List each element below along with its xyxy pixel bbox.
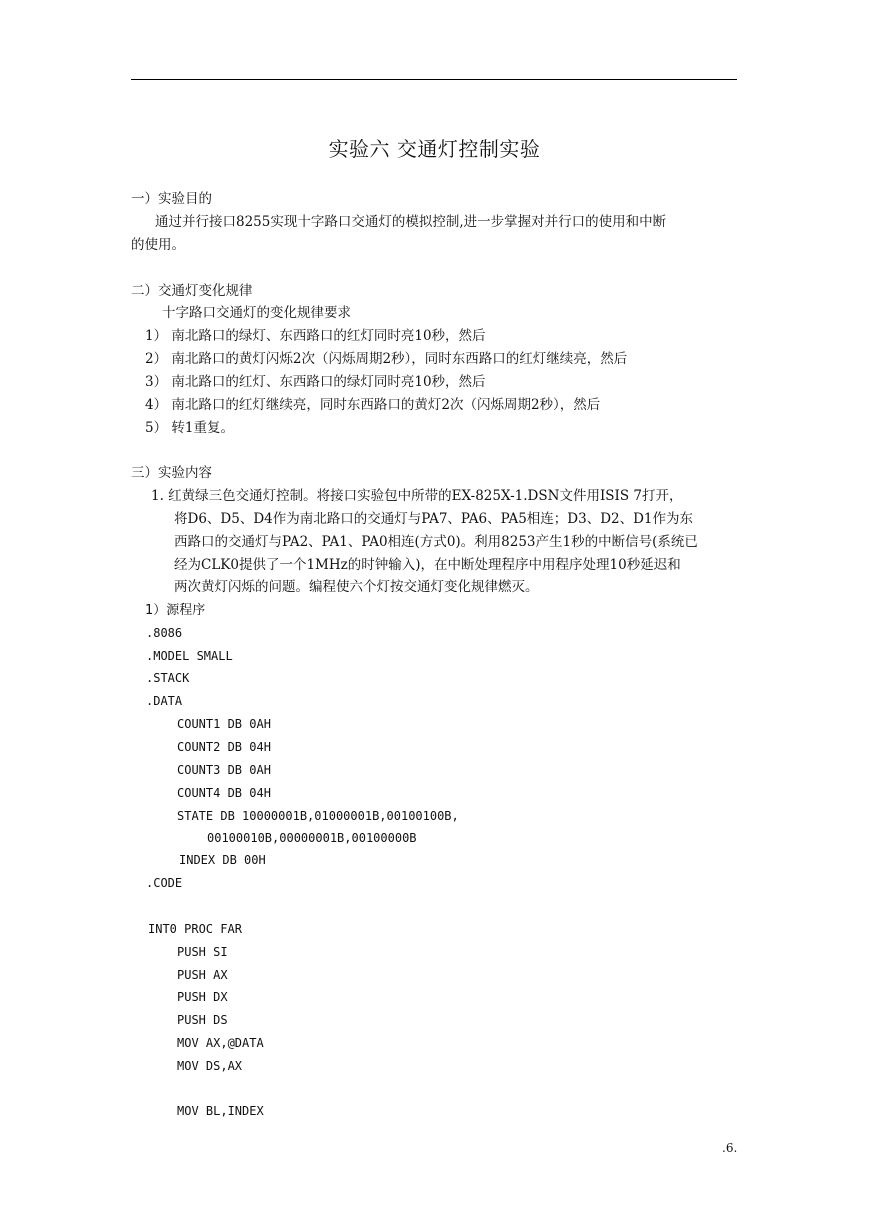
page-number: .6. xyxy=(722,1141,738,1155)
rule-item: 5） 转1重复。 xyxy=(145,420,234,436)
code-line: PUSH DX xyxy=(177,990,228,1004)
content-item-line: 1. 红黄绿三色交通灯控制。将接口实验包中所带的EX-825X-1.DSN文件用ISIS 7打开， xyxy=(151,488,683,504)
code-line: INDEX DB 00H xyxy=(179,853,266,867)
content-item-line: 西路口的交通灯与PA2、PA1、PA0相连(方式0)。利用8253产生1秒的中断信号(系统已 xyxy=(174,534,698,550)
code-line: COUNT1 DB 0AH xyxy=(177,717,271,731)
code-line: 00100010B,00000001B,00100000B xyxy=(207,831,417,845)
code-line: COUNT3 DB 0AH xyxy=(177,763,271,777)
code-line: PUSH AX xyxy=(177,968,228,982)
page-title: 实验六 交通灯控制实验 xyxy=(328,137,541,161)
rules-intro: 十字路口交通灯的变化规律要求 xyxy=(162,305,351,321)
purpose-paragraph-line1: 通过并行接口8255实现十字路口交通灯的模拟控制,进一步掌握对并行口的使用和中断 xyxy=(155,214,667,230)
code-line: .STACK xyxy=(146,671,190,685)
content-item-line: 两次黄灯闪烁的问题。编程使六个灯按交通灯变化规律燃灭。 xyxy=(174,579,539,595)
code-line: .MODEL SMALL xyxy=(146,649,233,663)
purpose-paragraph-line2: 的使用。 xyxy=(131,237,185,253)
rule-item: 2） 南北路口的黄灯闪烁2次（闪烁周期2秒），同时东西路口的红灯继续亮，然后 xyxy=(145,351,628,367)
content-item-line: 经为CLK0提供了一个1MHz的时钟输入)，在中断处理程序中用程序处理10秒延迟和 xyxy=(174,557,681,573)
code-line: .DATA xyxy=(146,694,183,708)
rule-item: 3） 南北路口的红灯、东西路口的绿灯同时亮10秒，然后 xyxy=(145,374,486,390)
code-line: MOV BL,INDEX xyxy=(177,1104,264,1118)
code-line: .CODE xyxy=(146,876,183,890)
source-code-label: 1）源程序 xyxy=(145,603,206,618)
code-line: .8086 xyxy=(146,626,183,640)
code-line: PUSH DS xyxy=(177,1013,228,1027)
section-heading-purpose: 一）实验目的 xyxy=(131,191,212,207)
rule-item: 1） 南北路口的绿灯、东西路口的红灯同时亮10秒，然后 xyxy=(145,328,486,344)
code-line: STATE DB 10000001B,01000001B,00100100B, xyxy=(177,809,459,823)
header-rule xyxy=(131,79,737,80)
code-line: MOV AX,@DATA xyxy=(177,1036,264,1050)
code-line: COUNT4 DB 04H xyxy=(177,786,271,800)
code-line: PUSH SI xyxy=(177,945,228,959)
section-heading-rules: 二）交通灯变化规律 xyxy=(131,283,253,299)
code-line: COUNT2 DB 04H xyxy=(177,740,271,754)
code-line: MOV DS,AX xyxy=(177,1059,243,1073)
section-heading-content: 三）实验内容 xyxy=(131,465,212,481)
content-item-line: 将D6、D5、D4作为南北路口的交通灯与PA7、PA6、PA5相连；D3、D2、D1作为东 xyxy=(174,511,694,527)
code-line: INT0 PROC FAR xyxy=(148,922,242,936)
rule-item: 4） 南北路口的红灯继续亮，同时东西路口的黄灯2次（闪烁周期2秒），然后 xyxy=(145,397,601,413)
